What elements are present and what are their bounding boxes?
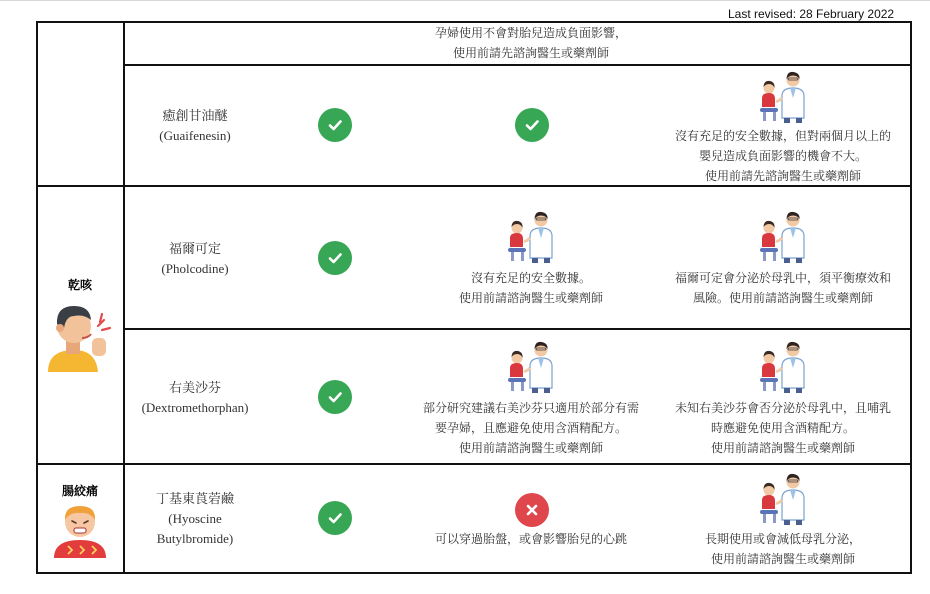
category-column-divider xyxy=(123,21,125,574)
pregnancy-note-hyoscine: 可以穿過胎盤，或會影響胎兒的心跳 xyxy=(434,532,627,546)
last-revised-date: Last revised: 28 February 2022 xyxy=(728,7,895,21)
breastfeeding-note-dextromethorphan: 未知右美沙芬會否分泌於母乳中，且哺乳 時應避免使用含酒精配方。 使用前請諮詢醫生或藥劑師 xyxy=(674,401,891,455)
check-icon xyxy=(318,380,352,414)
check-icon xyxy=(515,108,549,142)
drug-name-guaifenesin: 癒創甘油醚 (Guaifenesin) xyxy=(159,108,231,143)
category-dry-cough-label: 乾咳 xyxy=(67,278,92,292)
page-top-border xyxy=(0,0,930,1)
doctor-consult-icon xyxy=(756,338,812,394)
pregnancy-note: 孕婦使用不會對胎兒造成負面影響， 使用前請先諮詢醫生或藥劑師 xyxy=(434,26,627,60)
coughing-person-icon xyxy=(44,298,116,372)
drug-name-pholcodine: 福爾可定 (Pholcodine) xyxy=(161,241,229,276)
cross-icon xyxy=(515,493,549,527)
doctor-consult-icon xyxy=(756,68,812,124)
breastfeeding-note-guaifenesin: 沒有充足的安全數據，但對兩個月以上的 嬰兒造成負面影響的機會不大。 使用前請先諮詢醫生或藥劑師 xyxy=(674,129,891,183)
check-icon xyxy=(318,241,352,275)
drug-name-hyoscine-butylbromide: 丁基東莨菪鹼 (Hyoscine Butylbromide) xyxy=(155,491,234,546)
category-colic-label: 腸絞痛 xyxy=(61,484,98,498)
doctor-consult-icon xyxy=(756,208,812,264)
check-icon xyxy=(318,501,352,535)
pregnancy-note-pholcodine: 沒有充足的安全數據。 使用前請諮詢醫生或藥劑師 xyxy=(458,271,603,305)
breastfeeding-note-hyoscine: 長期使用或會減低母乳分泌， 使用前請諮詢醫生或藥劑師 xyxy=(704,532,861,566)
check-icon xyxy=(318,108,352,142)
stomach-pain-person-icon xyxy=(52,502,108,558)
pregnancy-note-dextromethorphan: 部分研究建議右美沙芬只適用於部分有需 要孕婦，且應避免使用含酒精配方。 使用前請諮詢醫生或藥劑師 xyxy=(422,401,639,455)
row-divider xyxy=(124,328,912,330)
doctor-consult-icon xyxy=(756,470,812,526)
doctor-consult-icon xyxy=(504,208,560,264)
breastfeeding-note-pholcodine: 福爾可定會分泌於母乳中，須平衡療效和 風險。使用前請諮詢醫生或藥劑師 xyxy=(674,271,891,305)
row-divider xyxy=(124,64,912,66)
section-divider xyxy=(36,463,912,465)
doctor-consult-icon xyxy=(504,338,560,394)
drug-name-dextromethorphan: 右美沙芬 (Dextromethorphan) xyxy=(141,380,249,415)
